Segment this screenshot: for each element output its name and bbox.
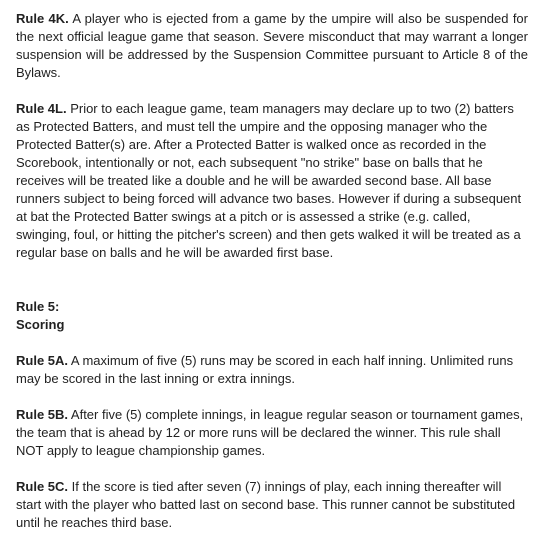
spacer xyxy=(16,388,528,406)
section-5-heading-line2: Scoring xyxy=(16,317,65,332)
rule-5c-paragraph xyxy=(16,478,528,532)
rule-5c-label: Rule 5C. xyxy=(16,479,69,494)
rule-5b-text: After five (5) complete innings, in league regular season or tournament games, the team that is ahead by 12 or more runs will be declared the winner. This rule shall NOT apply to league championship games. xyxy=(16,407,524,458)
section-5-heading-line1: Rule 5: xyxy=(16,299,60,314)
rule-5a-text: A maximum of five (5) runs may be scored in each half inning. Unlimited runs may be scored in the last inning or extra innings. xyxy=(16,353,514,386)
rule-4k-paragraph xyxy=(16,10,528,82)
rule-5a-label: Rule 5A. xyxy=(16,353,69,368)
section-5-heading xyxy=(16,298,528,334)
rule-5b-label: Rule 5B. xyxy=(16,407,69,422)
rule-4l-text: Prior to each league game, team managers may declare up to two (2) batters as Protected Batters, and must tell the umpire and the opposing manager who the Protected Batter(s) are. After a Protected Batter is walked once as recorded in the Scorebook, intentionally or not, each subsequent "no strike" base on balls that he receives will be treated like a double and he will be awarded second base. All base runners subject to being forced will advance two bases. However if during a subsequent at bat the Protected Batter swings at a pitch or is assessed a strike (e.g. called, swinging, foul, or hitting the pitcher's screen) and then gets walked it will be treated as a regular base on balls and he will be awarded first base. xyxy=(16,101,522,260)
spacer xyxy=(16,460,528,478)
rule-4k-label: Rule 4K. xyxy=(16,11,69,26)
spacer xyxy=(16,334,528,352)
document-body xyxy=(16,10,528,532)
rule-5c-text: If the score is tied after seven (7) innings of play, each inning thereafter will start with the player who batted last on second base. This runner cannot be substituted until he reaches third base. xyxy=(16,479,516,530)
rule-5a-paragraph xyxy=(16,352,528,388)
spacer xyxy=(16,82,528,100)
rule-5b-paragraph xyxy=(16,406,528,460)
rule-4k-text: A player who is ejected from a game by the umpire will also be suspended for the next official league game that season. Severe misconduct that may warrant a longer suspension will be addressed by the Suspension Committee pursuant to Article 8 of the Bylaws. xyxy=(16,11,528,80)
spacer xyxy=(16,262,528,298)
rule-4l-paragraph xyxy=(16,100,528,262)
rule-4l-label: Rule 4L. xyxy=(16,101,67,116)
